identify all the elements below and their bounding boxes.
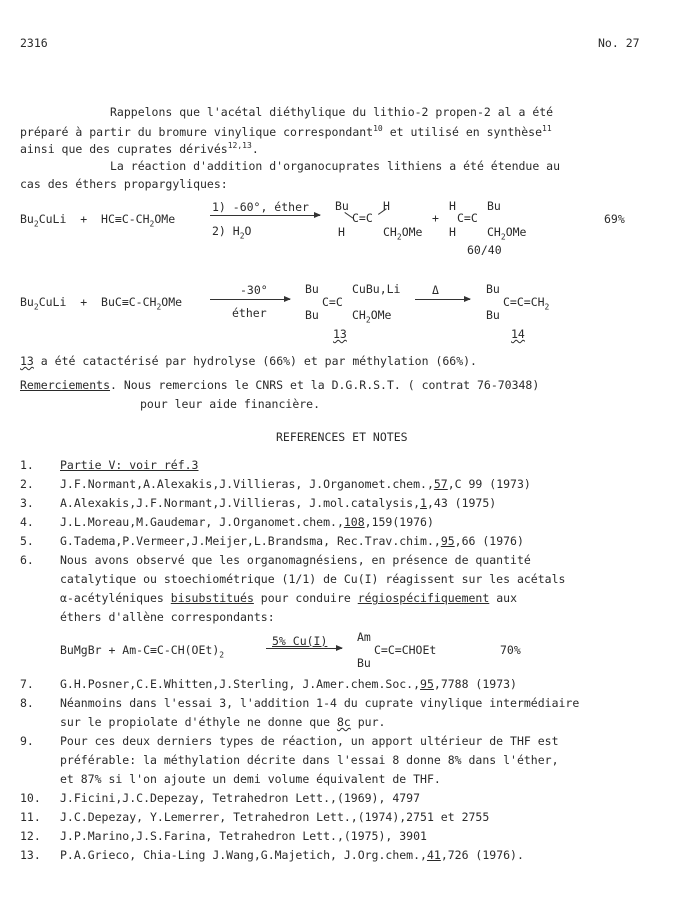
scheme1-p1-bu: Bu — [335, 199, 349, 213]
ref-text-2: J.F.Normant,A.Alexakis,J.Villieras, J.Organomet.chem.,57,C 99 (1973) — [60, 477, 531, 491]
ref6-line-2: catalytique ou stoechiométrique (1/1) de Cu(I) réagissent sur les acétals — [60, 572, 566, 586]
scheme2-p14-bu-top: Bu — [486, 282, 500, 296]
ref-text-7: G.H.Posner,C.E.Whitten,J.Sterling, J.Amer.chem.Soc.,95,7788 (1973) — [60, 677, 517, 691]
scheme1-ratio: 60/40 — [467, 243, 502, 257]
ref-num-9: 9. — [20, 734, 34, 748]
page-number: 2316 — [20, 36, 48, 50]
ref-num-7: 7. — [20, 677, 34, 691]
ref-text-13: P.A.Grieco, Chia-Ling J.Wang,G.Majetich, J.Org.chem.,41,726 (1976). — [60, 848, 524, 862]
scheme1-arrow — [210, 215, 320, 216]
ref6-scheme-condition: 5% Cu(I) — [272, 634, 328, 648]
ref6-line-4: éthers d'allène correspondants: — [60, 610, 275, 624]
ref6-line-1: Nous avons observé que les organomagnésiens, en présence de quantité — [60, 553, 531, 567]
scheme1-p2-cc: C=C — [457, 211, 478, 225]
ref8-line-1: Néanmoins dans l'essai 3, l'addition 1-4 du cuprate vinylique intermédiaire — [60, 696, 580, 710]
ref6-scheme-bu: Bu — [357, 656, 371, 670]
scheme1-yield: 69% — [604, 212, 625, 226]
scheme1-p1-h-bot: H — [338, 225, 345, 239]
scheme2-p13-ch2ome: $CH_2OMe$ — [352, 308, 392, 325]
scheme2-p14-allene: $C=C=CH_2$ — [503, 295, 550, 312]
intro-line-3: ainsi que des cuprates dérivés$^{12,13}$. — [20, 141, 259, 156]
citation-12-13: 12,13 — [227, 141, 252, 150]
ref-num-13: 13. — [20, 848, 41, 862]
scheme2-arrow-2 — [415, 299, 470, 300]
scheme1-p2-h-top: H — [449, 199, 456, 213]
acknowledgements-title: Remerciements — [20, 378, 111, 392]
references-heading: REFERENCES ET NOTES — [276, 430, 408, 444]
scheme1-p1-cc: C=C — [352, 211, 373, 225]
scheme2-p13-cc: C=C — [322, 295, 343, 309]
ref6-scheme-yield: 70% — [500, 643, 521, 657]
scheme1-condition-2: 2) $H_2O$ — [212, 224, 252, 241]
scheme1-reagents: $Bu_2CuLi + HC\equiv C-CH_2OMe$ — [20, 212, 176, 229]
scheme1-condition-1: 1) -60°, éther — [212, 200, 309, 214]
ref9-line-2: préférable: la méthylation décrite dans l'essai 8 donne 8% dans l'éther, — [60, 753, 559, 767]
journal-issue: No. 27 — [598, 36, 640, 50]
scheme2-condition-top: -30° — [240, 283, 268, 297]
compound-label-14: 14 — [511, 327, 525, 341]
ref-num-2: 2. — [20, 477, 34, 491]
citation-11: 11 — [542, 124, 552, 133]
compound-ref-13: 13 — [20, 354, 34, 368]
ref-text-5: G.Tadema,P.Vermeer,J.Meijer,L.Brandsma, Rec.Trav.chim.,95,66 (1976) — [60, 534, 524, 548]
scheme2-p13-bu-bot: Bu — [305, 308, 319, 322]
ref9-line-3: et 87% si l'on ajoute un demi volume équivalent de THF. — [60, 772, 441, 786]
ref6-scheme-allene: C=C=CHOEt — [374, 643, 437, 657]
ref6-scheme-am: Am — [357, 630, 371, 644]
ref-num-10: 10. — [20, 791, 41, 805]
ref-num-11: 11. — [20, 810, 41, 824]
characterization-line: 13 a été catactérisé par hydrolyse (66%) et par méthylation (66%). — [20, 354, 477, 368]
ref-text-10: J.Ficini,J.C.Depezay, Tetrahedron Lett.,(1969), 4797 — [60, 791, 421, 805]
ref-text-12: J.P.Marino,J.S.Farina, Tetrahedron Lett.,(1975), 3901 — [60, 829, 427, 843]
scheme2-delta: Δ — [432, 283, 439, 297]
ref-num-8: 8. — [20, 696, 34, 710]
ref6-line-3: α-acétyléniques bisubstitués pour conduire régiospécifiquement aux — [60, 591, 517, 605]
intro-line-2: préparé à partir du bromure vinylique correspondant$^{10}$ et utilisé en synthèse$^{11}$ — [20, 124, 552, 139]
scheme1-p2-ch2ome: $CH_2OMe$ — [487, 225, 527, 242]
scheme2-condition-bot: éther — [232, 306, 267, 320]
scheme2-reagents: $Bu_2CuLi + BuC\equiv C-CH_2OMe$ — [20, 295, 183, 312]
ref-text-11: J.C.Depezay, Y.Lemerrer, Tetrahedron Lett.,(1974),2751 et 2755 — [60, 810, 490, 824]
acknowledgements-line-1: Remerciements. Nous remercions le CNRS et la D.G.R.S.T. ( contrat 76-70348) — [20, 378, 540, 392]
scheme2-p14-bu-bot: Bu — [486, 308, 500, 322]
scheme1-p2-h-bot: H — [449, 225, 456, 239]
scheme2-p13-cubuli: CuBu,Li — [352, 282, 401, 296]
ref-num-5: 5. — [20, 534, 34, 548]
ref-num-6: 6. — [20, 553, 34, 567]
scheme1-p1-h-top: H — [383, 199, 390, 213]
ref9-line-1: Pour ces deux derniers types de réaction, un apport ultérieur de THF est — [60, 734, 559, 748]
ref-text-1: Partie V: voir réf.3 — [60, 458, 199, 472]
ref8-line-2: sur le propiolate d'éthyle ne donne que 8c pur. — [60, 715, 386, 729]
scheme2-p13-bu-top: Bu — [305, 282, 319, 296]
citation-10: 10 — [373, 124, 383, 133]
intro-p2-line-2: cas des éthers propargyliques: — [20, 177, 228, 191]
scheme1-p1-ch2ome: $CH_2OMe$ — [383, 225, 423, 242]
ref-text-4: J.L.Moreau,M.Gaudemar, J.Organomet.chem.,108,159(1976) — [60, 515, 434, 529]
acknowledgements-line-2: pour leur aide financière. — [140, 397, 321, 411]
ref-num-4: 4. — [20, 515, 34, 529]
ref-num-1: 1. — [20, 458, 34, 472]
scheme1-p2-bu-top: Bu — [487, 199, 501, 213]
compound-label-13: 13 — [333, 327, 347, 341]
ref-text-3: A.Alexakis,J.F.Normant,J.Villieras, J.mol.catalysis,1,43 (1975) — [60, 496, 497, 510]
intro-p2-line-1: La réaction d'addition d'organocuprates lithiens a été étendue au — [110, 159, 561, 173]
intro-line-1: Rappelons que l'acétal diéthylique du lithio-2 propen-2 al a été — [110, 105, 554, 119]
ref6-scheme-arrow — [266, 648, 342, 649]
scheme1-plus: + — [432, 211, 439, 225]
scheme2-arrow — [210, 299, 290, 300]
ref6-scheme-reagents: BuMgBr + $Am-C\equiv C-CH(OEt)_2$ — [60, 643, 225, 660]
ref-num-3: 3. — [20, 496, 34, 510]
ref-num-12: 12. — [20, 829, 41, 843]
